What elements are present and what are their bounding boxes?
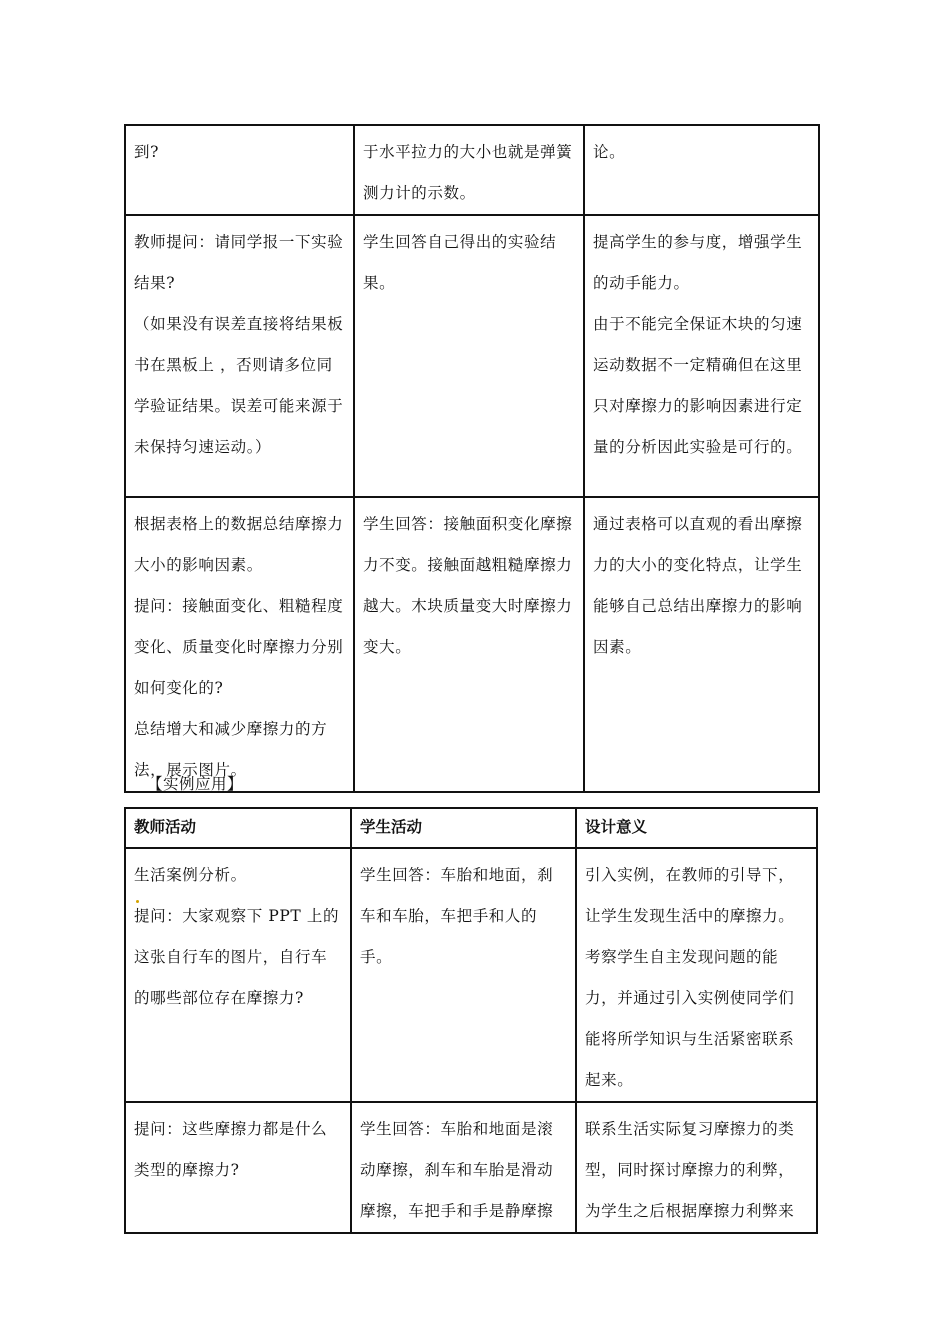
teacher-activity-cell bbox=[125, 215, 354, 497]
lesson-table-continued bbox=[124, 124, 820, 793]
student-activity-cell bbox=[351, 848, 576, 1102]
student-activity-cell bbox=[351, 1102, 576, 1233]
cell-paragraph: 考察学生自主发现问题的能力，并通过引入实例使同学们能将所学知识与生活紧密联系起来。 bbox=[585, 948, 795, 1089]
cell-paragraph: 教师提问：请同学报一下实验结果? bbox=[134, 233, 344, 292]
table-row bbox=[125, 125, 819, 215]
header-design-meaning: 设计意义 bbox=[576, 808, 817, 848]
table-header-row bbox=[125, 808, 817, 848]
student-activity-cell bbox=[354, 125, 584, 215]
design-meaning-cell bbox=[576, 848, 817, 1102]
header-teacher-activity: 教师活动 bbox=[125, 808, 351, 848]
cell-paragraph: 联系生活实际复习摩擦力的类型，同时探讨摩擦力的利弊，为学生之后根据摩擦力利弊来 bbox=[585, 1120, 795, 1220]
cell-paragraph: 学生回答：车胎和地面是滚动摩擦，刹车和车胎是滑动摩擦，车把手和手是静摩擦 bbox=[360, 1120, 554, 1220]
student-activity-cell bbox=[354, 215, 584, 497]
cell-paragraph: 提高学生的参与度，增强学生的动手能力。 bbox=[593, 233, 803, 292]
teacher-activity-cell bbox=[125, 848, 351, 1102]
teacher-activity-cell bbox=[125, 1102, 351, 1233]
table-row bbox=[125, 848, 817, 1102]
cell-paragraph: 提问：这些摩擦力都是什么类型的摩擦力? bbox=[134, 1120, 328, 1179]
cell-paragraph: 根据表格上的数据总结摩擦力大小的影响因素。 bbox=[134, 515, 344, 574]
cell-paragraph: （如果没有误差直接将结果板书在黑板上 ，否则请多位同学验证结果。误差可能来源于未保持匀速运动。） bbox=[134, 315, 344, 456]
teacher-activity-cell bbox=[125, 125, 354, 215]
cell-paragraph: 由于不能完全保证木块的匀速运动数据不一定精确但在这里只对摩擦力的影响因素进行定量的分析因此实验是可行的。 bbox=[593, 315, 803, 456]
student-activity-cell bbox=[354, 497, 584, 792]
cell-paragraph: 到? bbox=[134, 143, 160, 161]
table-row bbox=[125, 1102, 817, 1233]
design-meaning-cell bbox=[576, 1102, 817, 1233]
cell-paragraph: 于水平拉力的大小也就是弹簧测力计的示数。 bbox=[363, 143, 573, 202]
cell-paragraph: 引入实例，在教师的引导下，让学生发现生活中的摩擦力。 bbox=[585, 866, 795, 925]
cell-paragraph: 提问：接触面变化、粗糙程度变化、质量变化时摩擦力分别如何变化的? bbox=[134, 597, 344, 697]
annotation-dot bbox=[136, 900, 139, 903]
design-meaning-cell bbox=[584, 497, 819, 792]
cell-paragraph: 生活案例分析。 bbox=[134, 866, 247, 884]
table-row bbox=[125, 215, 819, 497]
cell-paragraph: 学生回答自己得出的实验结果。 bbox=[363, 233, 557, 292]
header-student-activity: 学生活动 bbox=[351, 808, 576, 848]
teacher-activity-cell bbox=[125, 497, 354, 792]
cell-paragraph: 提问：大家观察下 PPT 上的这张自行车的图片，自行车的哪些部位存在摩擦力? bbox=[134, 907, 340, 1007]
example-application-table bbox=[124, 807, 818, 1234]
cell-paragraph: 论。 bbox=[593, 143, 626, 161]
cell-paragraph: 学生回答：车胎和地面，刹车和车胎，车把手和人的手。 bbox=[360, 866, 554, 966]
section-heading: 【实例应用】 bbox=[147, 775, 244, 793]
design-meaning-cell bbox=[584, 215, 819, 497]
cell-paragraph: 通过表格可以直观的看出摩擦力的大小的变化特点，让学生能够自己总结出摩擦力的影响因素。 bbox=[593, 515, 803, 656]
design-meaning-cell bbox=[584, 125, 819, 215]
table-row bbox=[125, 497, 819, 792]
cell-paragraph: 学生回答：接触面积变化摩擦力不变。接触面越粗糙摩擦力越大。木块质量变大时摩擦力变大。 bbox=[363, 515, 573, 656]
cell-paragraph: 总结增大和减少摩擦力的方法，展示图片。 bbox=[134, 720, 328, 779]
